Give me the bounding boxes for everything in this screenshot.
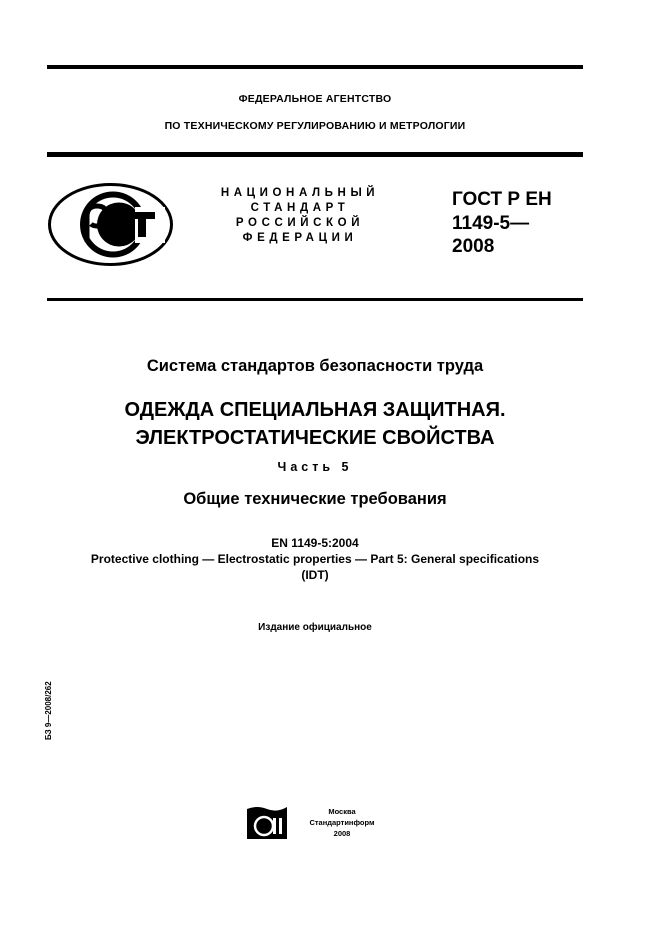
- document-title: [47, 396, 583, 452]
- divider-rule: [47, 298, 583, 301]
- agency-line-2: ПО ТЕХНИЧЕСКОМУ РЕГУЛИРОВАНИЮ И МЕТРОЛОГИИ: [164, 120, 466, 132]
- side-note: БЗ 9—2008/262: [44, 681, 53, 740]
- designation-line-1: ГОСТ Р ЕН: [452, 189, 552, 210]
- part-title: Общие технические требования: [183, 490, 447, 508]
- publisher-city: Москва: [328, 807, 356, 816]
- publisher-logo: [247, 803, 289, 840]
- series-title: Система стандартов безопасности труда: [146, 357, 484, 375]
- publisher-name: Стандартинформ: [309, 818, 375, 827]
- rst-logo: [47, 182, 174, 267]
- national-standard-line-2: СТАНДАРТ: [250, 202, 350, 214]
- official-edition: Издание официальное: [258, 622, 372, 633]
- rst-certification-mark-icon: [47, 182, 174, 267]
- publisher-info: [292, 806, 392, 839]
- top-rule: [47, 65, 583, 69]
- title-line-1: ОДЕЖДА СПЕЦИАЛЬНАЯ ЗАЩИТНАЯ.: [124, 399, 506, 421]
- en-title: Protective clothing — Electrostatic properties — Part 5: General specifications: [90, 552, 540, 566]
- en-ref: EN 1149-5:2004: [271, 536, 359, 550]
- title-line-2: ЭЛЕКТРОСТАТИЧЕСКИЕ СВОЙСТВА: [135, 427, 495, 449]
- part-label: Часть 5: [277, 460, 353, 474]
- national-standard-label: [205, 186, 395, 246]
- header-rule: [47, 152, 583, 157]
- en-status: (IDT): [301, 568, 329, 582]
- standartinform-logo-icon: [247, 803, 289, 840]
- national-standard-line-3: РОССИЙСКОЙ: [235, 217, 365, 229]
- national-standard-line-4: ФЕДЕРАЦИИ: [242, 232, 358, 244]
- designation-line-2: 1149-5—: [452, 212, 530, 234]
- agency-line-1: ФЕДЕРАЛЬНОЕ АГЕНТСТВО: [238, 93, 392, 105]
- national-standard-line-1: НАЦИОНАЛЬНЫЙ: [220, 187, 380, 199]
- designation-line-3: 2008: [452, 236, 495, 257]
- standard-designation: [452, 188, 552, 259]
- en-reference-block: [30, 535, 600, 583]
- publisher-year: 2008: [333, 829, 351, 838]
